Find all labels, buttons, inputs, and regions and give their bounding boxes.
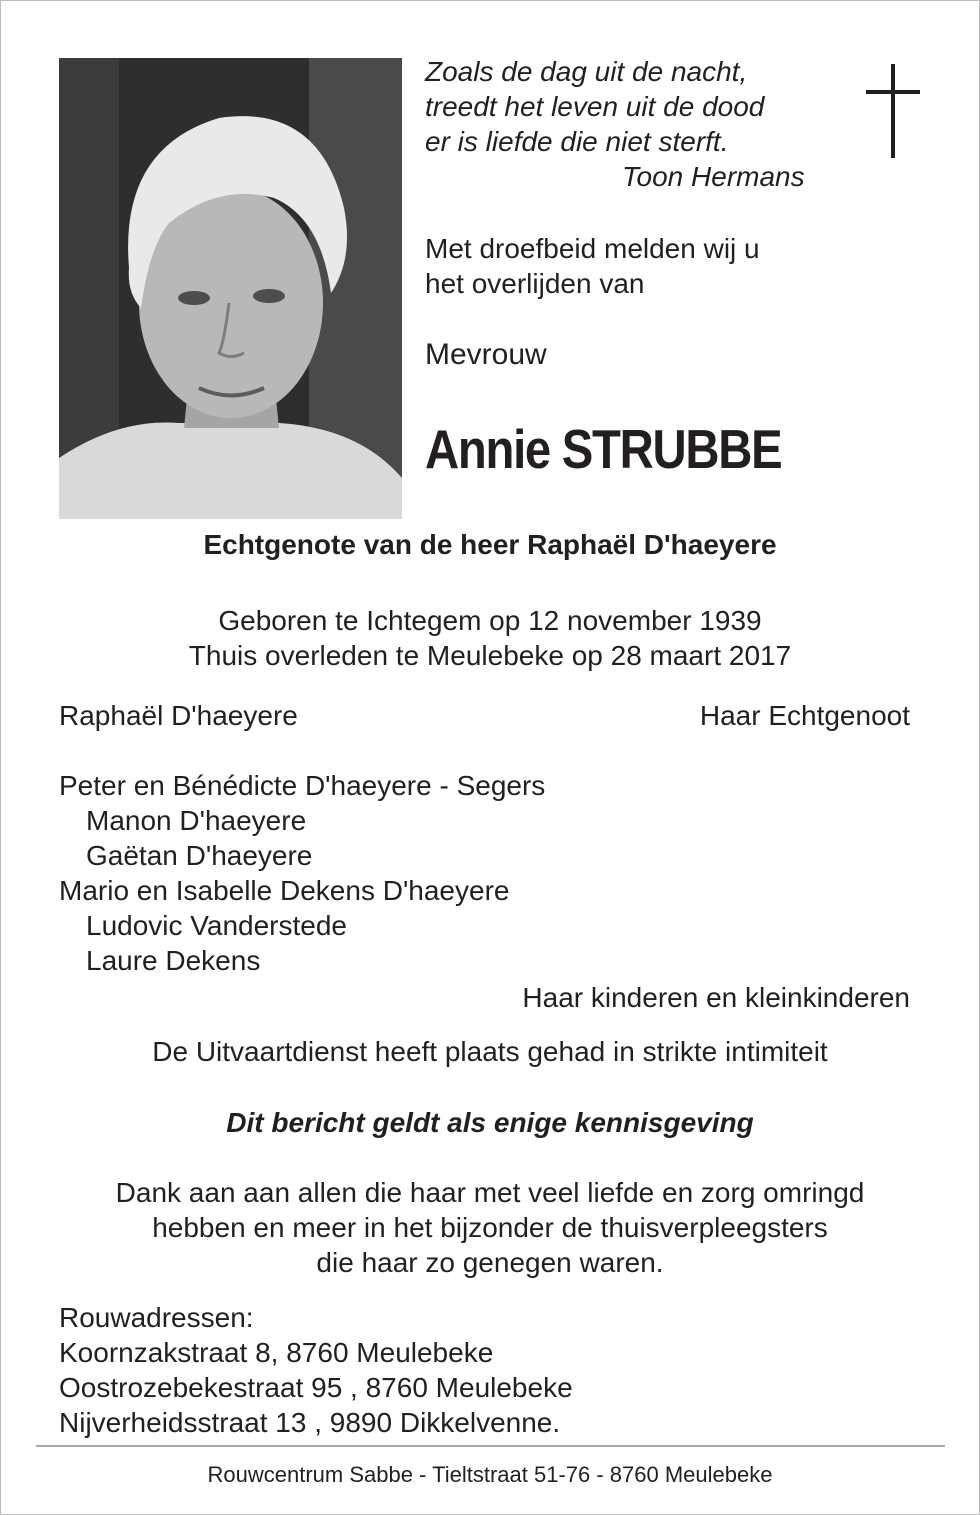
poem-line: treedt het leven uit de dood: [425, 91, 765, 122]
thanks-block: [0, 1175, 980, 1280]
family-member: Peter en Bénédicte D'haeyere - Segers: [59, 770, 546, 801]
portrait-illustration: [59, 58, 402, 519]
poem: [425, 54, 764, 159]
poem-line: Zoals de dag uit de nacht,: [425, 56, 748, 87]
address-line: Koornzakstraat 8, 8760 Meulebeke: [59, 1337, 494, 1368]
address-heading: Rouwadressen:: [59, 1302, 254, 1333]
family-relation: Haar kinderen en kleinkinderen: [522, 982, 910, 1013]
latin-cross-icon: [866, 64, 920, 158]
family-member: Gaëtan D'haeyere: [86, 840, 313, 871]
intro-line: Met droefbeid melden wij u: [425, 233, 760, 264]
death-line: Thuis overleden te Meulebeke op 28 maart 2017: [188, 640, 792, 671]
address-line: Nijverheidsstraat 13 , 9890 Dikkelvenne.: [59, 1407, 561, 1438]
funeral-note: De Uitvaartdienst heeft plaats gehad in strikte intimiteit: [152, 1036, 828, 1067]
honorific: Mevrouw: [425, 338, 547, 371]
family-member: Ludovic Vanderstede: [86, 910, 347, 941]
announcement-intro: [425, 231, 760, 301]
family-list: [59, 768, 545, 978]
deceased-name: Annie STRUBBE: [425, 418, 782, 480]
address-line: Oostrozebekestraat 95 , 8760 Meulebeke: [59, 1372, 573, 1403]
poem-author: Toon Hermans: [622, 161, 805, 192]
footer-text: Rouwcentrum Sabbe - Tieltstraat 51-76 - 8760 Meulebeke: [207, 1462, 773, 1487]
family-member: Manon D'haeyere: [86, 805, 307, 836]
thanks-line: hebben en meer in het bijzonder de thuisverpleegsters: [152, 1212, 828, 1243]
family-member: Laure Dekens: [86, 945, 261, 976]
thanks-line: Dank aan aan allen die haar met veel liefde en zorg omringd: [115, 1177, 865, 1208]
footer-divider: [36, 1445, 945, 1447]
spouse-line: Echtgenote van de heer Raphaël D'haeyere: [203, 529, 777, 560]
family-member: Mario en Isabelle Dekens D'haeyere: [59, 875, 510, 906]
husband-name: Raphaël D'haeyere: [59, 700, 298, 731]
portrait-photo: [59, 58, 402, 519]
address-block: [59, 1300, 573, 1440]
intro-line: het overlijden van: [425, 268, 645, 299]
notice-line: Dit bericht geldt als enige kennisgeving: [226, 1107, 754, 1138]
thanks-line: die haar zo genegen waren.: [316, 1247, 664, 1278]
poem-line: er is liefde die niet sterft.: [425, 126, 729, 157]
husband-relation: Haar Echtgenoot: [699, 700, 910, 731]
birth-line: Geboren te Ichtegem op 12 november 1939: [218, 605, 762, 636]
